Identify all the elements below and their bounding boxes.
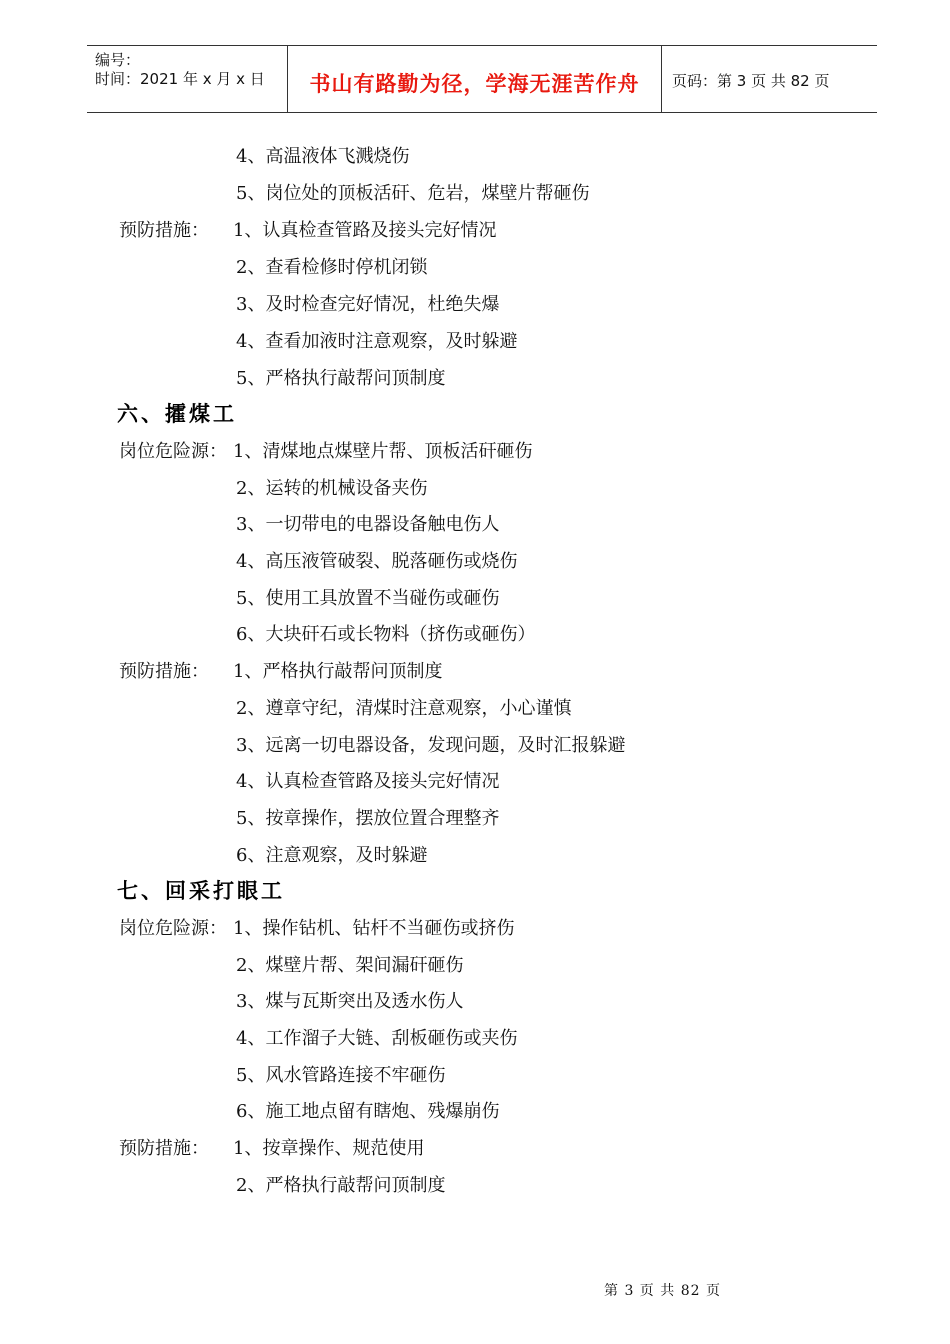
header-page-cell [662,46,877,112]
hazard-item: 4、高压液管破裂、脱落砸伤或烧伤 [236,551,518,572]
hazard-item: 2、煤壁片帮、架间漏矸砸伤 [236,955,464,976]
document-time: 时间：2021 年 x 月 x 日 [95,70,265,88]
hazard-label: 岗位危险源： [119,918,227,939]
prevention-item: 3、及时检查完好情况，杜绝失爆 [236,294,500,315]
prevention-item: 5、按章操作，摆放位置合理整齐 [236,808,500,829]
prevention-item: 4、查看加液时注意观察，及时躲避 [236,331,518,352]
header-motto: 书山有路勤为径，学海无涯苦作舟 [309,72,640,96]
prevention-item: 2、查看检修时停机闭锁 [236,257,428,278]
section-heading: 六、攉煤工 [117,401,237,426]
prevention-item: 1、严格执行敲帮问顶制度 [233,661,443,682]
hazard-item: 6、大块矸石或长物料（挤伤或砸伤） [236,624,536,645]
hazard-item: 1、操作钻机、钻杆不当砸伤或挤伤 [233,918,515,939]
document-number-label: 编号： [95,51,141,69]
hazard-item: 1、清煤地点煤壁片帮、顶板活矸砸伤 [233,441,533,462]
page-header [87,45,877,113]
header-page-info: 页码：第 3 页 共 82 页 [672,72,830,90]
prevention-item: 4、认真检查管路及接头完好情况 [236,771,500,792]
prevention-item: 1、按章操作、规范使用 [233,1138,425,1159]
hazard-item: 4、工作溜子大链、刮板砸伤或夹伤 [236,1028,518,1049]
hazard-item: 5、岗位处的顶板活矸、危岩，煤壁片帮砸伤 [236,183,590,204]
prevention-label: 预防措施： [119,1138,209,1159]
hazard-item: 3、一切带电的电器设备触电伤人 [236,514,500,535]
prevention-item: 1、认真检查管路及接头完好情况 [233,220,497,241]
hazard-item: 4、高温液体飞溅烧伤 [236,146,410,167]
section-heading: 七、回采打眼工 [117,878,285,903]
header-meta-cell [87,46,288,112]
hazard-item: 5、风水管路连接不牢砸伤 [236,1065,446,1086]
hazard-label: 岗位危险源： [119,441,227,462]
hazard-item: 6、施工地点留有瞎炮、残爆崩伤 [236,1101,500,1122]
prevention-item: 5、严格执行敲帮问顶制度 [236,368,446,389]
hazard-item: 3、煤与瓦斯突出及透水伤人 [236,991,464,1012]
prevention-label: 预防措施： [119,661,209,682]
page-footer: 第 3 页 共 82 页 [604,1283,721,1299]
prevention-label: 预防措施： [119,220,209,241]
prevention-item: 2、遵章守纪，清煤时注意观察，小心谨慎 [236,698,572,719]
prevention-item: 2、严格执行敲帮问顶制度 [236,1175,446,1196]
prevention-item: 6、注意观察，及时躲避 [236,845,428,866]
hazard-item: 2、运转的机械设备夹伤 [236,478,428,499]
prevention-item: 3、远离一切电器设备，发现问题，及时汇报躲避 [236,735,626,756]
hazard-item: 5、使用工具放置不当碰伤或砸伤 [236,588,500,609]
header-motto-cell [288,46,662,112]
